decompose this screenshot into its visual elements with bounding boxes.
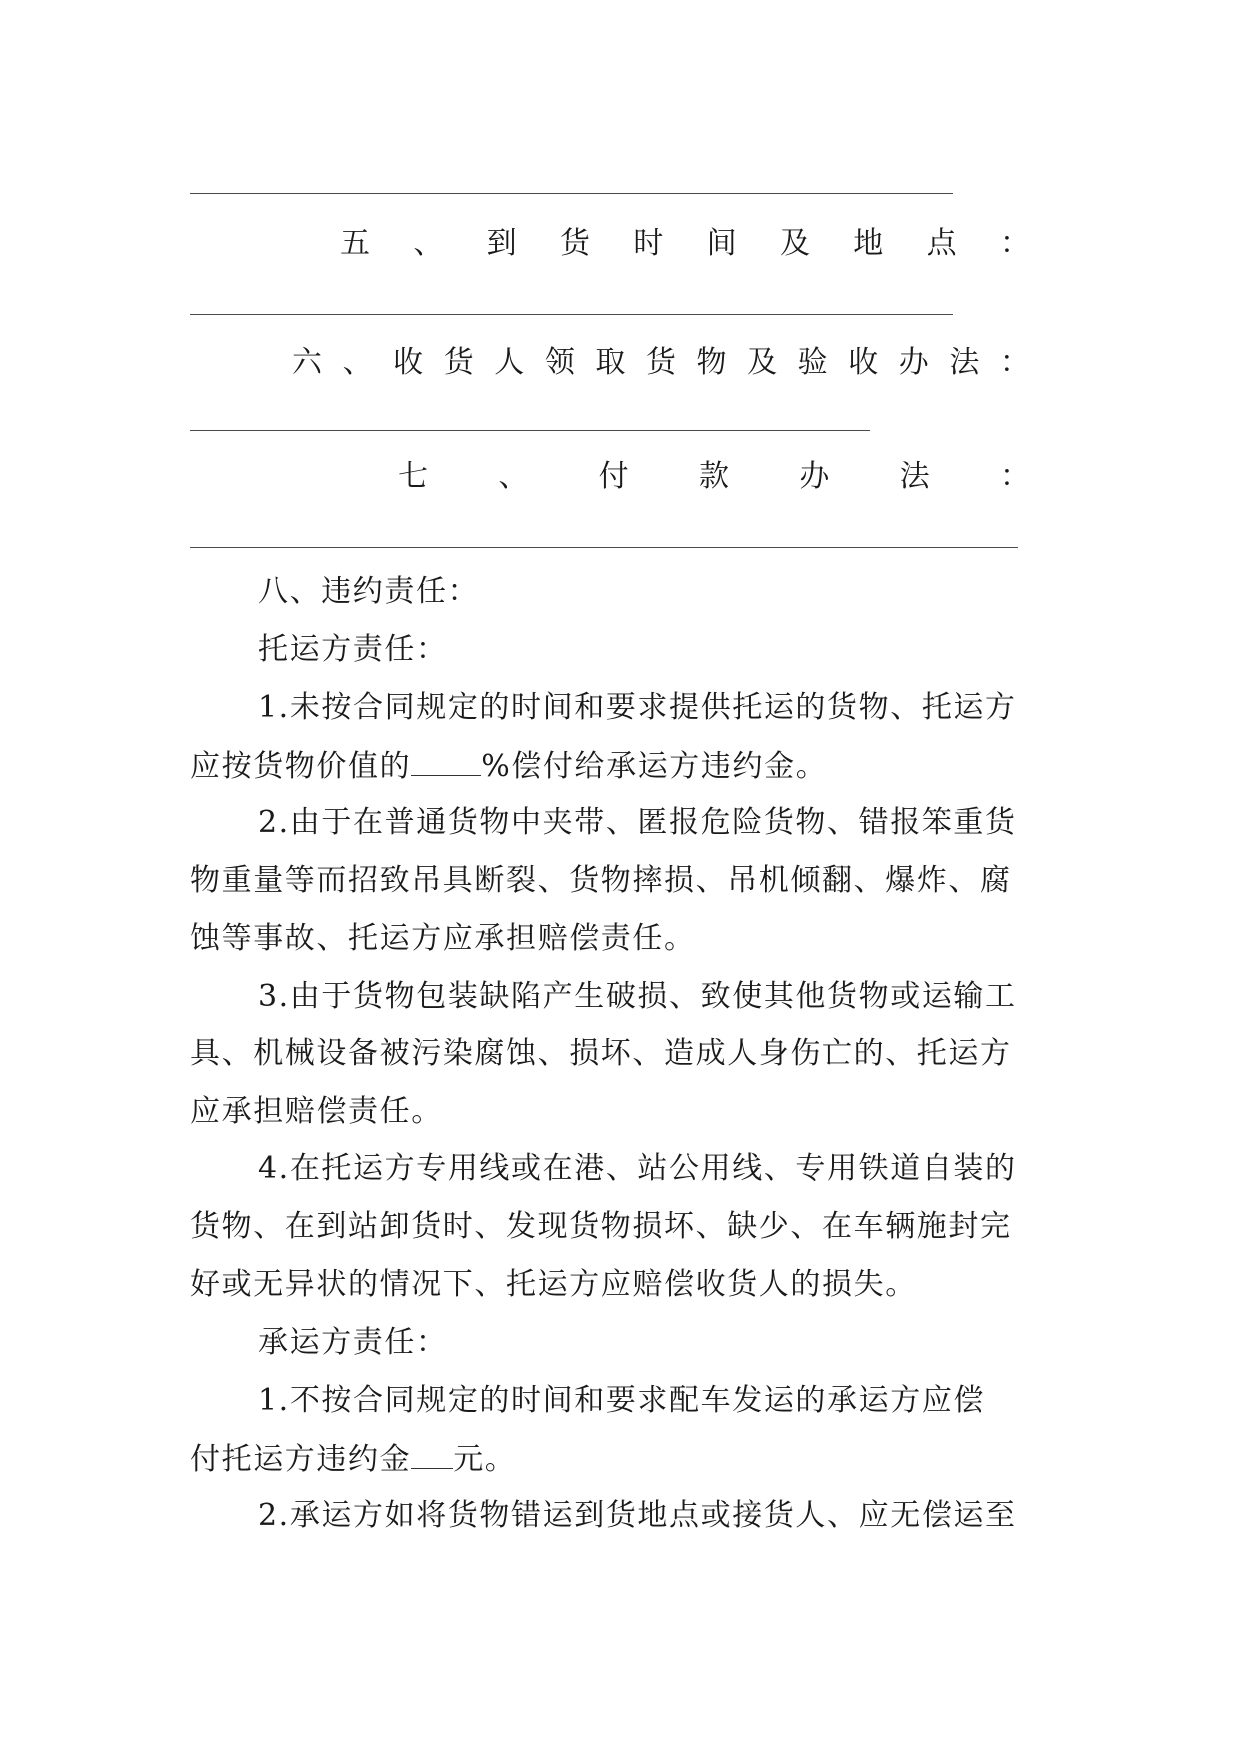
heading-char: 法 (899, 459, 930, 494)
carrier-clause-1-line-1: 1.不按合同规定的时间和要求配车发运的承运方应偿 (258, 1383, 986, 1418)
heading-char: 取 (595, 345, 626, 380)
heading-char: 领 (544, 345, 575, 380)
heading-char: 六 (292, 345, 322, 380)
blank-line-1 (190, 193, 953, 194)
heading-char: 货 (559, 226, 590, 261)
shipper-clause-4-line-1: 4.在托运方专用线或在港、站公用线、专用铁道自装的 (258, 1151, 1017, 1186)
shipper-clause-2-line-3: 蚀等事故、托运方应承担赔偿责任。 (190, 921, 696, 956)
carrier-clause-1-text-a: 付托运方违约金 (190, 1442, 412, 1477)
shipper-liability-title: 托运方责任： (258, 632, 448, 667)
shipper-clause-3-line-3: 应承担赔偿责任。 (190, 1094, 443, 1129)
heading-char: 货 (645, 345, 676, 380)
heading-char: 、 (413, 226, 444, 261)
heading-receipt-inspection (292, 343, 1030, 383)
heading-char: 物 (696, 345, 727, 380)
blank-line-4 (190, 547, 1018, 548)
breach-liability-title: 八、违约责任： (258, 574, 480, 609)
heading-char: 五 (340, 226, 370, 261)
heading-char: 到 (486, 226, 517, 261)
heading-char: 款 (698, 459, 729, 494)
heading-char: 七 (398, 459, 428, 494)
carrier-clause-1-line-2 (190, 1438, 1050, 1480)
carrier-clause-2-line-1: 2.承运方如将货物错运到货地点或接货人、应无偿运至 (258, 1498, 1017, 1533)
heading-char: 人 (494, 345, 525, 380)
blank-line-2 (190, 314, 953, 315)
heading-char: 收 (393, 345, 424, 380)
shipper-clause-2-line-1: 2.由于在普通货物中夹带、匿报危险货物、错报笨重货 (258, 805, 1017, 840)
shipper-clause-3-line-2: 具、机械设备被污染腐蚀、损坏、造成人身伤亡的、托运方 (190, 1036, 1012, 1071)
heading-char: ： (999, 345, 1030, 380)
heading-char: ： (999, 459, 1030, 494)
shipper-clause-3-line-1: 3.由于货物包装缺陷产生破损、致使其他货物或运输工 (258, 979, 1017, 1014)
heading-char: 收 (848, 345, 879, 380)
heading-char: 、 (498, 459, 529, 494)
heading-payment-method (398, 457, 1030, 497)
heading-char: 点 (926, 226, 957, 261)
heading-delivery-time-place (340, 224, 1030, 264)
shipper-clause-1-line-1: 1.未按合同规定的时间和要求提供托运的货物、托运方 (258, 690, 1017, 725)
shipper-clause-1-text-b: %偿付给承运方违约金。 (481, 749, 828, 784)
heading-char: 地 (853, 226, 884, 261)
shipper-clause-4-line-3: 好或无异状的情况下、托运方应赔偿收货人的损失。 (190, 1267, 917, 1302)
heading-char: 间 (706, 226, 737, 261)
heading-char: 货 (443, 345, 474, 380)
heading-char: ： (999, 226, 1030, 261)
heading-char: 及 (779, 226, 810, 261)
heading-char: 办 (898, 345, 929, 380)
heading-char: 办 (799, 459, 830, 494)
heading-char: 法 (949, 345, 980, 380)
shipper-clause-1-line-2 (190, 745, 1050, 787)
shipper-clause-1-text-a: 应按货物价值的 (190, 749, 412, 784)
amount-blank[interactable] (411, 1438, 453, 1469)
heading-char: 付 (598, 459, 629, 494)
shipper-clause-4-line-2: 货物、在到站卸货时、发现货物损坏、缺少、在车辆施封完 (190, 1209, 1012, 1244)
carrier-clause-1-text-b: 元。 (453, 1442, 517, 1477)
percent-blank[interactable] (411, 745, 481, 776)
carrier-liability-title: 承运方责任： (258, 1325, 448, 1360)
heading-char: 及 (747, 345, 778, 380)
heading-char: 、 (342, 345, 373, 380)
blank-line-3 (190, 430, 870, 431)
heading-char: 验 (797, 345, 828, 380)
heading-char: 时 (633, 226, 664, 261)
shipper-clause-2-line-2: 物重量等而招致吊具断裂、货物摔损、吊机倾翻、爆炸、腐 (190, 863, 1012, 898)
